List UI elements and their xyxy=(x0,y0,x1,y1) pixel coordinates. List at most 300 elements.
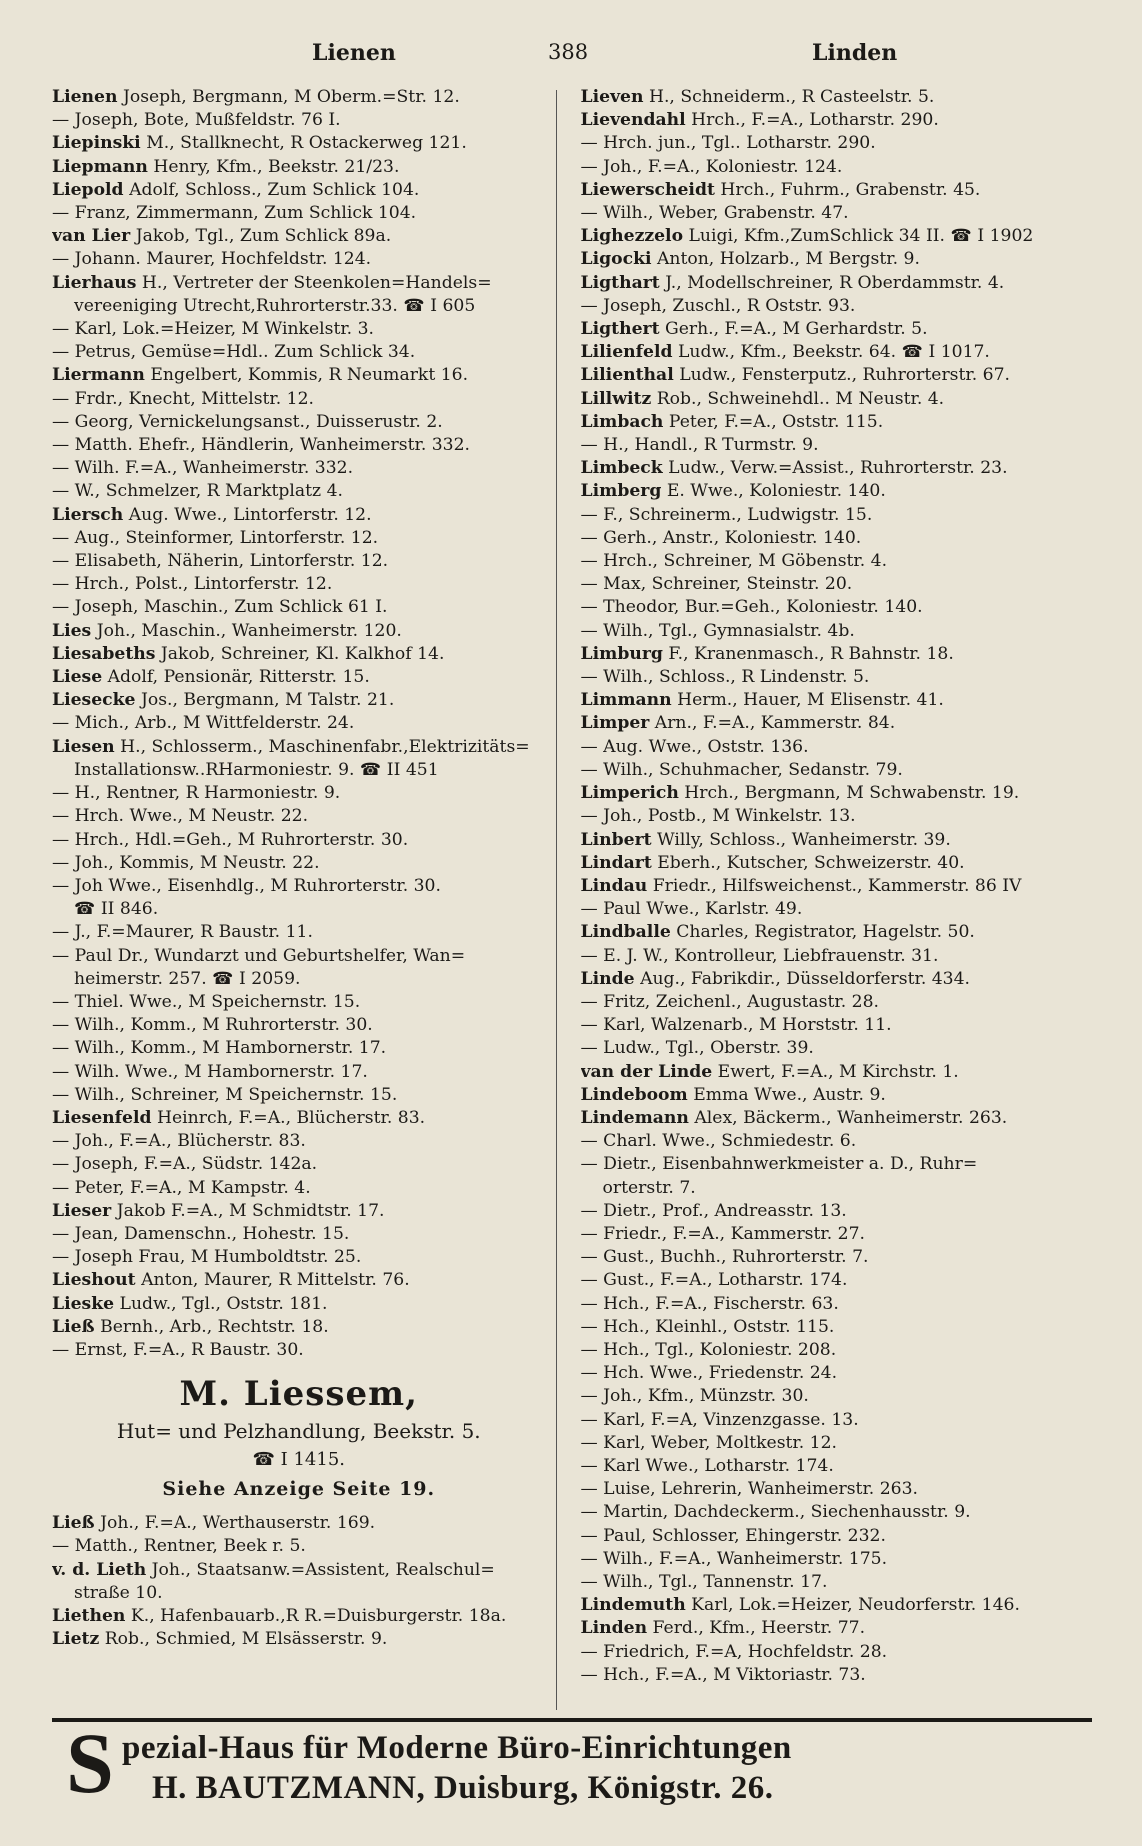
directory-entry xyxy=(52,1223,546,1246)
entry-surname: Limbach xyxy=(580,411,664,432)
entry-details: — Ludw., Tgl., Oberstr. 39. xyxy=(580,1038,814,1059)
entry-details: Luigi, Kfm.,ZumSchlick 34 II. ☎ I 1902 xyxy=(688,226,1034,247)
directory-entry xyxy=(581,1339,1092,1362)
directory-entry xyxy=(581,852,1092,875)
entry-surname: Lies xyxy=(52,620,92,641)
entry-details: H., Schneiderm., R Casteelstr. 5. xyxy=(648,87,935,107)
left-entries-after xyxy=(52,1512,546,1651)
entry-surname: Lievendahl xyxy=(580,110,686,131)
entry-details: E. Wwe., Koloniestr. 140. xyxy=(666,481,886,502)
entry-details: Anton, Holzarb., M Bergstr. 9. xyxy=(656,249,920,270)
entry-details: Rob., Schweinehdl.. M Neustr. 4. xyxy=(656,388,945,409)
directory-entry xyxy=(52,1014,546,1037)
entry-details: — Paul, Schlosser, Ehingerstr. 232. xyxy=(580,1525,886,1546)
entry-details: — Hrch., Polst., Lintorferstr. 12. xyxy=(52,574,333,595)
directory-entry xyxy=(52,829,546,852)
entry-details: — Karl, Walzenarb., M Horststr. 11. xyxy=(580,1015,892,1036)
directory-entry xyxy=(581,109,1092,132)
entry-details: — Charl. Wwe., Schmiedestr. 6. xyxy=(580,1131,857,1152)
entry-surname: Liepold xyxy=(52,179,124,200)
entry-details: — Joh., F.=A., Blücherstr. 83. xyxy=(52,1131,306,1152)
directory-entry xyxy=(52,179,546,202)
directory-entry xyxy=(581,132,1092,155)
directory-entry xyxy=(52,1084,546,1107)
entry-details: — Wilh., Schreiner, M Speichernstr. 15. xyxy=(52,1084,398,1105)
entry-details: — Ernst, F.=A., R Baustr. 30. xyxy=(52,1339,304,1360)
entry-surname: van der Linde xyxy=(580,1061,713,1082)
entry-details: Henry, Kfm., Beekstr. 21/23. xyxy=(153,156,400,177)
directory-entry xyxy=(52,1535,546,1558)
entry-surname: Liesenfeld xyxy=(52,1107,152,1128)
entry-surname: Limper xyxy=(580,713,650,734)
directory-entry xyxy=(52,1628,546,1651)
directory-entry xyxy=(52,945,546,968)
columns xyxy=(52,86,1092,1752)
directory-entry xyxy=(52,86,546,109)
directory-entry xyxy=(581,248,1092,271)
directory-entry xyxy=(581,1084,1092,1107)
entry-details: — Hch. Wwe., Friedenstr. 24. xyxy=(580,1363,838,1384)
entry-details: — Aug., Steinformer, Lintorferstr. 12. xyxy=(52,527,379,548)
entry-details: Ludw., Tgl., Oststr. 181. xyxy=(119,1293,328,1314)
entry-surname: Liethen xyxy=(52,1605,126,1626)
entry-details: — Hch., F.=A., M Viktoriastr. 73. xyxy=(580,1664,866,1685)
directory-entry xyxy=(581,945,1092,968)
entry-surname: Liesen xyxy=(52,736,115,757)
directory-entry xyxy=(52,1200,546,1223)
directory-entry xyxy=(52,1061,546,1084)
entry-details: — Thiel. Wwe., M Speichernstr. 15. xyxy=(52,991,361,1012)
directory-entry xyxy=(52,1269,546,1292)
entry-details: — J., F.=Maurer, R Baustr. 11. xyxy=(52,922,313,943)
directory-entry xyxy=(52,620,546,643)
entry-surname: Lillwitz xyxy=(580,388,652,409)
entry-surname: Lindau xyxy=(580,875,648,896)
entry-details: Jakob F.=A., M Schmidtstr. 17. xyxy=(116,1200,385,1221)
entry-surname: Lilienfeld xyxy=(580,342,673,363)
directory-entry xyxy=(581,829,1092,852)
entry-details: — Karl, Weber, Moltkestr. 12. xyxy=(580,1432,838,1453)
page-number: 388 xyxy=(548,40,589,64)
directory-entry xyxy=(581,968,1092,991)
entry-details: H., Schlosserm., Maschinenfabr.,Elektrizitäts= xyxy=(120,736,530,757)
directory-entry xyxy=(52,295,546,318)
footer-line-2: H. BAUTZMANN, Duisburg, Königstr. 26. xyxy=(152,1770,774,1806)
entry-details: — Aug. Wwe., Oststr. 136. xyxy=(580,736,809,757)
entry-surname: Liese xyxy=(52,667,103,688)
directory-entry xyxy=(52,689,546,712)
directory-entry xyxy=(581,573,1092,596)
entry-details: K., Hafenbauarb.,R R.=Duisburgerstr. 18a. xyxy=(130,1605,507,1626)
entry-details: — Theodor, Bur.=Geh., Koloniestr. 140. xyxy=(580,597,923,618)
directory-entry xyxy=(581,202,1092,225)
directory-entry xyxy=(581,1594,1092,1617)
directory-entry xyxy=(581,689,1092,712)
directory-entry xyxy=(52,1177,546,1200)
entry-details: Joseph, Bergmann, M Oberm.=Str. 12. xyxy=(122,87,460,107)
entry-details: — Luise, Lehrerin, Wanheimerstr. 263. xyxy=(580,1479,918,1500)
directory-entry xyxy=(581,1478,1092,1501)
directory-entry xyxy=(52,875,546,898)
entry-surname: Linde xyxy=(580,968,635,989)
entry-surname: Ligocki xyxy=(580,249,652,270)
left-column xyxy=(52,86,556,1752)
directory-entry xyxy=(581,550,1092,573)
entry-details: — Matth., Rentner, Beek r. 5. xyxy=(52,1536,306,1557)
entry-details: — Wilh., Komm., M Ruhrorterstr. 30. xyxy=(52,1015,373,1036)
entry-details: — Elisabeth, Näherin, Lintorferstr. 12. xyxy=(52,551,389,572)
entry-details: — Joh., Postb., M Winkelstr. 13. xyxy=(580,806,856,827)
entry-details: F., Kranenmasch., R Bahnstr. 18. xyxy=(668,643,954,664)
directory-entry xyxy=(52,1582,546,1605)
directory-entry xyxy=(581,921,1092,944)
entry-details: — Wilh. Wwe., M Hambornerstr. 17. xyxy=(52,1061,368,1082)
ad-reference: Siehe Anzeige Seite 19. xyxy=(162,1478,436,1501)
right-entries xyxy=(581,86,1092,1687)
entry-details: straße 10. xyxy=(74,1582,163,1603)
entry-surname: Ließ xyxy=(52,1316,95,1337)
directory-entry xyxy=(581,1293,1092,1316)
directory-entry xyxy=(581,364,1092,387)
entry-details: — Matth. Ehefr., Händlerin, Wanheimerstr. 332. xyxy=(52,435,471,456)
directory-entry xyxy=(52,527,546,550)
entry-details: — H., Rentner, R Harmoniestr. 9. xyxy=(52,783,341,804)
directory-entry xyxy=(581,1177,1092,1200)
entry-details: — Paul Dr., Wundarzt und Geburtshelfer, Wan= xyxy=(52,945,466,966)
entry-details: Adolf, Pensionär, Ritterstr. 15. xyxy=(107,667,370,688)
directory-entry xyxy=(52,921,546,944)
entry-details: — Gust., F.=A., Lotharstr. 174. xyxy=(580,1270,848,1291)
entry-details: Willy, Schloss., Wanheimerstr. 39. xyxy=(657,829,951,850)
entry-surname: Lienen xyxy=(52,87,118,107)
directory-entry xyxy=(581,1455,1092,1478)
entry-details: Hrch., Fuhrm., Grabenstr. 45. xyxy=(720,179,981,200)
entry-details: — Gust., Buchh., Ruhrorterstr. 7. xyxy=(580,1247,869,1268)
directory-entry xyxy=(581,1107,1092,1130)
ad-name: M. Liessem, xyxy=(179,1374,418,1415)
entry-details: — Wilh., F.=A., Wanheimerstr. 175. xyxy=(580,1548,888,1569)
entry-details: — Frdr., Knecht, Mittelstr. 12. xyxy=(52,388,315,409)
directory-entry xyxy=(581,1014,1092,1037)
entry-details: Joh., Maschin., Wanheimerstr. 120. xyxy=(96,620,402,641)
entry-details: — Karl Wwe., Lotharstr. 174. xyxy=(580,1455,834,1476)
directory-entry xyxy=(581,1246,1092,1269)
entry-surname: Lindart xyxy=(580,852,652,873)
entry-details: Aug., Fabrikdir., Düsseldorferstr. 434. xyxy=(640,968,971,989)
directory-entry xyxy=(581,736,1092,759)
directory-entry xyxy=(52,712,546,735)
entry-details: Herm., Hauer, M Elisenstr. 41. xyxy=(677,690,944,711)
entry-details: Rob., Schmied, M Elsässerstr. 9. xyxy=(104,1629,388,1650)
entry-details: Arn., F.=A., Kammerstr. 84. xyxy=(654,713,896,734)
entry-surname: Ließ xyxy=(52,1513,95,1534)
entry-details: — Wilh., Komm., M Hambornerstr. 17. xyxy=(52,1038,387,1059)
entry-surname: Limmann xyxy=(580,690,672,711)
directory-entry xyxy=(581,991,1092,1014)
directory-entry xyxy=(581,1525,1092,1548)
entry-surname: Limburg xyxy=(580,643,663,664)
entry-surname: Liesabeths xyxy=(52,643,156,664)
entry-details: — Joseph Frau, M Humboldtstr. 25. xyxy=(52,1247,362,1268)
entry-details: — Mich., Arb., M Wittfelderstr. 24. xyxy=(52,713,355,734)
directory-entry xyxy=(581,1617,1092,1640)
right-column xyxy=(557,86,1092,1752)
directory-entry xyxy=(52,852,546,875)
directory-entry xyxy=(52,504,546,527)
directory-entry xyxy=(581,1130,1092,1153)
entry-surname: Lindemuth xyxy=(580,1595,686,1616)
entry-details: — Peter, F.=A., M Kampstr. 4. xyxy=(52,1177,311,1198)
entry-details: — Joh., Kommis, M Neustr. 22. xyxy=(52,852,320,873)
directory-entry xyxy=(581,272,1092,295)
header-left-keyword: Lienen xyxy=(312,40,396,66)
entry-details: Ludw., Verw.=Assist., Ruhrorterstr. 23. xyxy=(668,458,1008,479)
entry-details: — Hch., F.=A., Fischerstr. 63. xyxy=(580,1293,839,1314)
entry-details: Engelbert, Kommis, R Neumarkt 16. xyxy=(150,365,469,386)
entry-surname: Ligthert xyxy=(580,319,660,340)
directory-entry xyxy=(52,1605,546,1628)
page-header xyxy=(52,40,1092,86)
entry-details: — Hrch. jun., Tgl.. Lotharstr. 290. xyxy=(580,133,876,154)
entry-details: — Jean, Damenschn., Hohestr. 15. xyxy=(52,1223,350,1244)
entry-details: — Joh., Kfm., Münzstr. 30. xyxy=(580,1386,809,1407)
entry-details: — Gerh., Anstr., Koloniestr. 140. xyxy=(580,527,862,548)
entry-details: — Hch., Kleinhl., Oststr. 115. xyxy=(580,1316,835,1337)
directory-entry xyxy=(52,457,546,480)
directory-entry xyxy=(581,1061,1092,1084)
directory-entry xyxy=(581,1571,1092,1594)
directory-entry xyxy=(581,1316,1092,1339)
entry-surname: Lindballe xyxy=(580,922,671,943)
footer-advertisement xyxy=(52,1715,1092,1811)
entry-details: Peter, F.=A., Oststr. 115. xyxy=(668,411,884,432)
directory-entry xyxy=(581,504,1092,527)
entry-details: — Wilh. F.=A., Wanheimerstr. 332. xyxy=(52,458,354,479)
directory-entry xyxy=(52,643,546,666)
directory-entry xyxy=(52,248,546,271)
directory-entry xyxy=(581,1385,1092,1408)
entry-surname: Lietz xyxy=(52,1629,100,1650)
entry-details: — Joh., F.=A., Koloniestr. 124. xyxy=(580,156,843,177)
directory-entry xyxy=(581,457,1092,480)
directory-entry xyxy=(52,666,546,689)
directory-entry xyxy=(581,1409,1092,1432)
directory-entry xyxy=(581,1200,1092,1223)
directory-entry xyxy=(581,712,1092,735)
directory-entry xyxy=(52,1316,546,1339)
directory-entry xyxy=(581,341,1092,364)
directory-entry xyxy=(52,573,546,596)
entry-details: — Joseph, Maschin., Zum Schlick 61 I. xyxy=(52,597,388,618)
directory-entry xyxy=(581,1269,1092,1292)
entry-surname: Limperich xyxy=(580,783,679,804)
entry-details: — Karl, F.=A, Vinzenzgasse. 13. xyxy=(580,1409,859,1430)
directory-entry xyxy=(52,132,546,155)
entry-surname: Lighezzelo xyxy=(580,226,684,247)
entry-details: orterstr. 7. xyxy=(602,1177,696,1198)
directory-entry xyxy=(52,364,546,387)
directory-entry xyxy=(581,596,1092,619)
directory-entry xyxy=(581,318,1092,341)
entry-surname: van Lier xyxy=(52,226,131,247)
directory-entry xyxy=(52,1107,546,1130)
entry-details: Installationsw..RHarmoniestr. 9. ☎ II 451 xyxy=(74,759,439,780)
entry-details: H., Vertreter der Steenkolen=Handels= xyxy=(141,272,492,293)
entry-surname: Ligthart xyxy=(580,272,660,293)
entry-surname: Lieske xyxy=(52,1293,115,1314)
directory-entry xyxy=(581,666,1092,689)
directory-entry xyxy=(52,1512,546,1535)
entry-details: — Joseph, Zuschl., R Oststr. 93. xyxy=(580,295,856,316)
left-entries xyxy=(52,86,546,1362)
directory-entry xyxy=(52,782,546,805)
entry-details: — Hrch., Hdl.=Geh., M Ruhrorterstr. 30. xyxy=(52,829,409,850)
entry-details: — H., Handl., R Turmstr. 9. xyxy=(580,435,819,456)
directory-entry xyxy=(581,1548,1092,1571)
entry-surname: Lindemann xyxy=(580,1107,689,1128)
entry-details: — Hrch., Schreiner, M Göbenstr. 4. xyxy=(580,551,888,572)
directory-entry xyxy=(52,991,546,1014)
directory-entry xyxy=(52,1246,546,1269)
entry-details: heimerstr. 257. ☎ I 2059. xyxy=(74,968,301,989)
directory-entry xyxy=(52,596,546,619)
directory-entry xyxy=(52,898,546,921)
entry-details: — Georg, Vernickelungsanst., Duisserustr. 2. xyxy=(52,411,443,432)
entry-surname: Liepinski xyxy=(52,133,141,154)
entry-details: Hrch., F.=A., Lotharstr. 290. xyxy=(691,110,939,131)
entry-details: — Fritz, Zeichenl., Augustastr. 28. xyxy=(580,991,879,1012)
entry-details: Ewert, F.=A., M Kirchstr. 1. xyxy=(717,1061,959,1082)
directory-entry xyxy=(52,1153,546,1176)
entry-details: Anton, Maurer, R Mittelstr. 76. xyxy=(141,1270,410,1291)
directory-entry xyxy=(52,434,546,457)
entry-details: Jos., Bergmann, M Talstr. 21. xyxy=(140,690,395,711)
entry-details: — Karl, Lok.=Heizer, M Winkelstr. 3. xyxy=(52,319,375,340)
directory-entry xyxy=(581,875,1092,898)
entry-details: — Joseph, F.=A., Südstr. 142a. xyxy=(52,1154,318,1175)
directory-entry xyxy=(52,1339,546,1362)
directory-entry xyxy=(52,1293,546,1316)
entry-details: Ludw., Fensterputz., Ruhrorterstr. 67. xyxy=(679,365,1010,386)
directory-entry xyxy=(52,550,546,573)
directory-entry xyxy=(52,1130,546,1153)
entry-details: Charles, Registrator, Hagelstr. 50. xyxy=(676,922,975,943)
entry-surname: Liepmann xyxy=(52,156,148,177)
entry-details: — Paul Wwe., Karlstr. 49. xyxy=(580,899,803,920)
footer-line-1: pezial-Haus für Moderne Büro-Einrichtungen xyxy=(122,1730,792,1766)
entry-details: Ferd., Kfm., Heerstr. 77. xyxy=(652,1618,866,1639)
ad-phone: ☎ I 1415. xyxy=(252,1449,346,1471)
directory-entry xyxy=(581,179,1092,202)
entry-details: Alex, Bäckerm., Wanheimerstr. 263. xyxy=(694,1107,1008,1128)
entry-details: Aug. Wwe., Lintorferstr. 12. xyxy=(128,504,372,525)
entry-details: Friedr., Hilfsweichenst., Kammerstr. 86 IV xyxy=(652,875,1022,896)
directory-entry xyxy=(52,736,546,759)
directory-entry xyxy=(52,968,546,991)
directory-entry xyxy=(52,480,546,503)
entry-details: — W., Schmelzer, R Marktplatz 4. xyxy=(52,481,343,502)
directory-entry xyxy=(581,620,1092,643)
directory-entry xyxy=(52,759,546,782)
entry-details: Emma Wwe., Austr. 9. xyxy=(693,1084,886,1105)
entry-surname: Linden xyxy=(580,1618,648,1639)
directory-entry xyxy=(52,805,546,828)
directory-entry xyxy=(581,759,1092,782)
entry-details: — Wilh., Tgl., Gymnasialstr. 4b. xyxy=(580,620,855,641)
entry-surname: Liewerscheidt xyxy=(580,179,715,200)
directory-entry xyxy=(581,86,1092,109)
entry-details: Karl, Lok.=Heizer, Neudorferstr. 146. xyxy=(691,1595,1020,1616)
directory-entry xyxy=(581,295,1092,318)
entry-details: — F., Schreinerm., Ludwigstr. 15. xyxy=(580,504,873,525)
directory-entry xyxy=(52,156,546,179)
entry-surname: Lindeboom xyxy=(580,1084,688,1105)
entry-details: — Friedr., F.=A., Kammerstr. 27. xyxy=(580,1223,865,1244)
entry-details: vereeniging Utrecht,Ruhrorterstr.33. ☎ I 605 xyxy=(74,295,476,316)
entry-surname: Linbert xyxy=(580,829,652,850)
directory-entry xyxy=(581,643,1092,666)
entry-details: — Wilh., Tgl., Tannenstr. 17. xyxy=(580,1572,828,1592)
entry-details: Ludw., Kfm., Beekstr. 64. ☎ I 1017. xyxy=(677,342,990,363)
entry-details: Hrch., Bergmann, M Schwabenstr. 19. xyxy=(684,783,1020,804)
directory-entry xyxy=(581,1037,1092,1060)
directory-entry xyxy=(52,388,546,411)
directory-entry xyxy=(581,782,1092,805)
directory-entry xyxy=(52,109,546,132)
directory-entry xyxy=(581,527,1092,550)
entry-details: Joh., F.=A., Werthauserstr. 169. xyxy=(100,1513,376,1534)
entry-details: — Wilh., Schloss., R Lindenstr. 5. xyxy=(580,667,870,688)
entry-details: — Petrus, Gemüse=Hdl.. Zum Schlick 34. xyxy=(52,342,416,363)
directory-entry xyxy=(52,202,546,225)
directory-entry xyxy=(581,1223,1092,1246)
entry-details: — Joh Wwe., Eisenhdlg., M Ruhrorterstr. 30. xyxy=(52,875,441,896)
directory-entry xyxy=(581,1664,1092,1687)
entry-details: — Martin, Dachdeckerm., Siechenhausstr. 9. xyxy=(580,1502,971,1523)
directory-entry xyxy=(581,388,1092,411)
entry-surname: Lieven xyxy=(580,87,644,107)
entry-surname: v. d. Lieth xyxy=(52,1559,147,1580)
directory-entry xyxy=(581,1432,1092,1455)
entry-details: ☎ II 846. xyxy=(74,899,159,920)
directory-entry xyxy=(52,272,546,295)
directory-entry xyxy=(52,1037,546,1060)
entry-surname: Lieshout xyxy=(52,1270,136,1291)
entry-details: M., Stallknecht, R Ostackerweg 121. xyxy=(146,133,467,154)
entry-details: Bernh., Arb., Rechtstr. 18. xyxy=(100,1316,329,1337)
entry-details: — Hch., Tgl., Koloniestr. 208. xyxy=(580,1339,837,1360)
entry-surname: Lilienthal xyxy=(580,365,674,386)
directory-entry xyxy=(581,225,1092,248)
entry-details: Jakob, Schreiner, Kl. Kalkhof 14. xyxy=(160,643,445,664)
entry-surname: Limbeck xyxy=(580,458,663,479)
directory-entry xyxy=(581,1641,1092,1664)
entry-details: — Johann. Maurer, Hochfeldstr. 124. xyxy=(52,249,372,270)
entry-details: — Dietr., Eisenbahnwerkmeister a. D., Ruhr= xyxy=(580,1154,978,1175)
entry-surname: Liesecke xyxy=(52,690,136,711)
entry-surname: Liermann xyxy=(52,365,145,386)
entry-details: Gerh., F.=A., M Gerhardstr. 5. xyxy=(664,319,928,340)
directory-entry xyxy=(581,156,1092,179)
entry-details: — E. J. W., Kontrolleur, Liebfrauenstr. 31. xyxy=(580,945,939,966)
entry-details: Eberh., Kutscher, Schweizerstr. 40. xyxy=(657,852,965,873)
advertisement xyxy=(52,1372,546,1504)
entry-details: — Dietr., Prof., Andreasstr. 13. xyxy=(580,1200,847,1221)
entry-details: — Wilh., Weber, Grabenstr. 47. xyxy=(580,203,849,224)
entry-details: J., Modellschreiner, R Oberdammstr. 4. xyxy=(665,272,1005,293)
entry-surname: Lieser xyxy=(52,1200,112,1221)
entry-details: — Franz, Zimmermann, Zum Schlick 104. xyxy=(52,203,417,224)
